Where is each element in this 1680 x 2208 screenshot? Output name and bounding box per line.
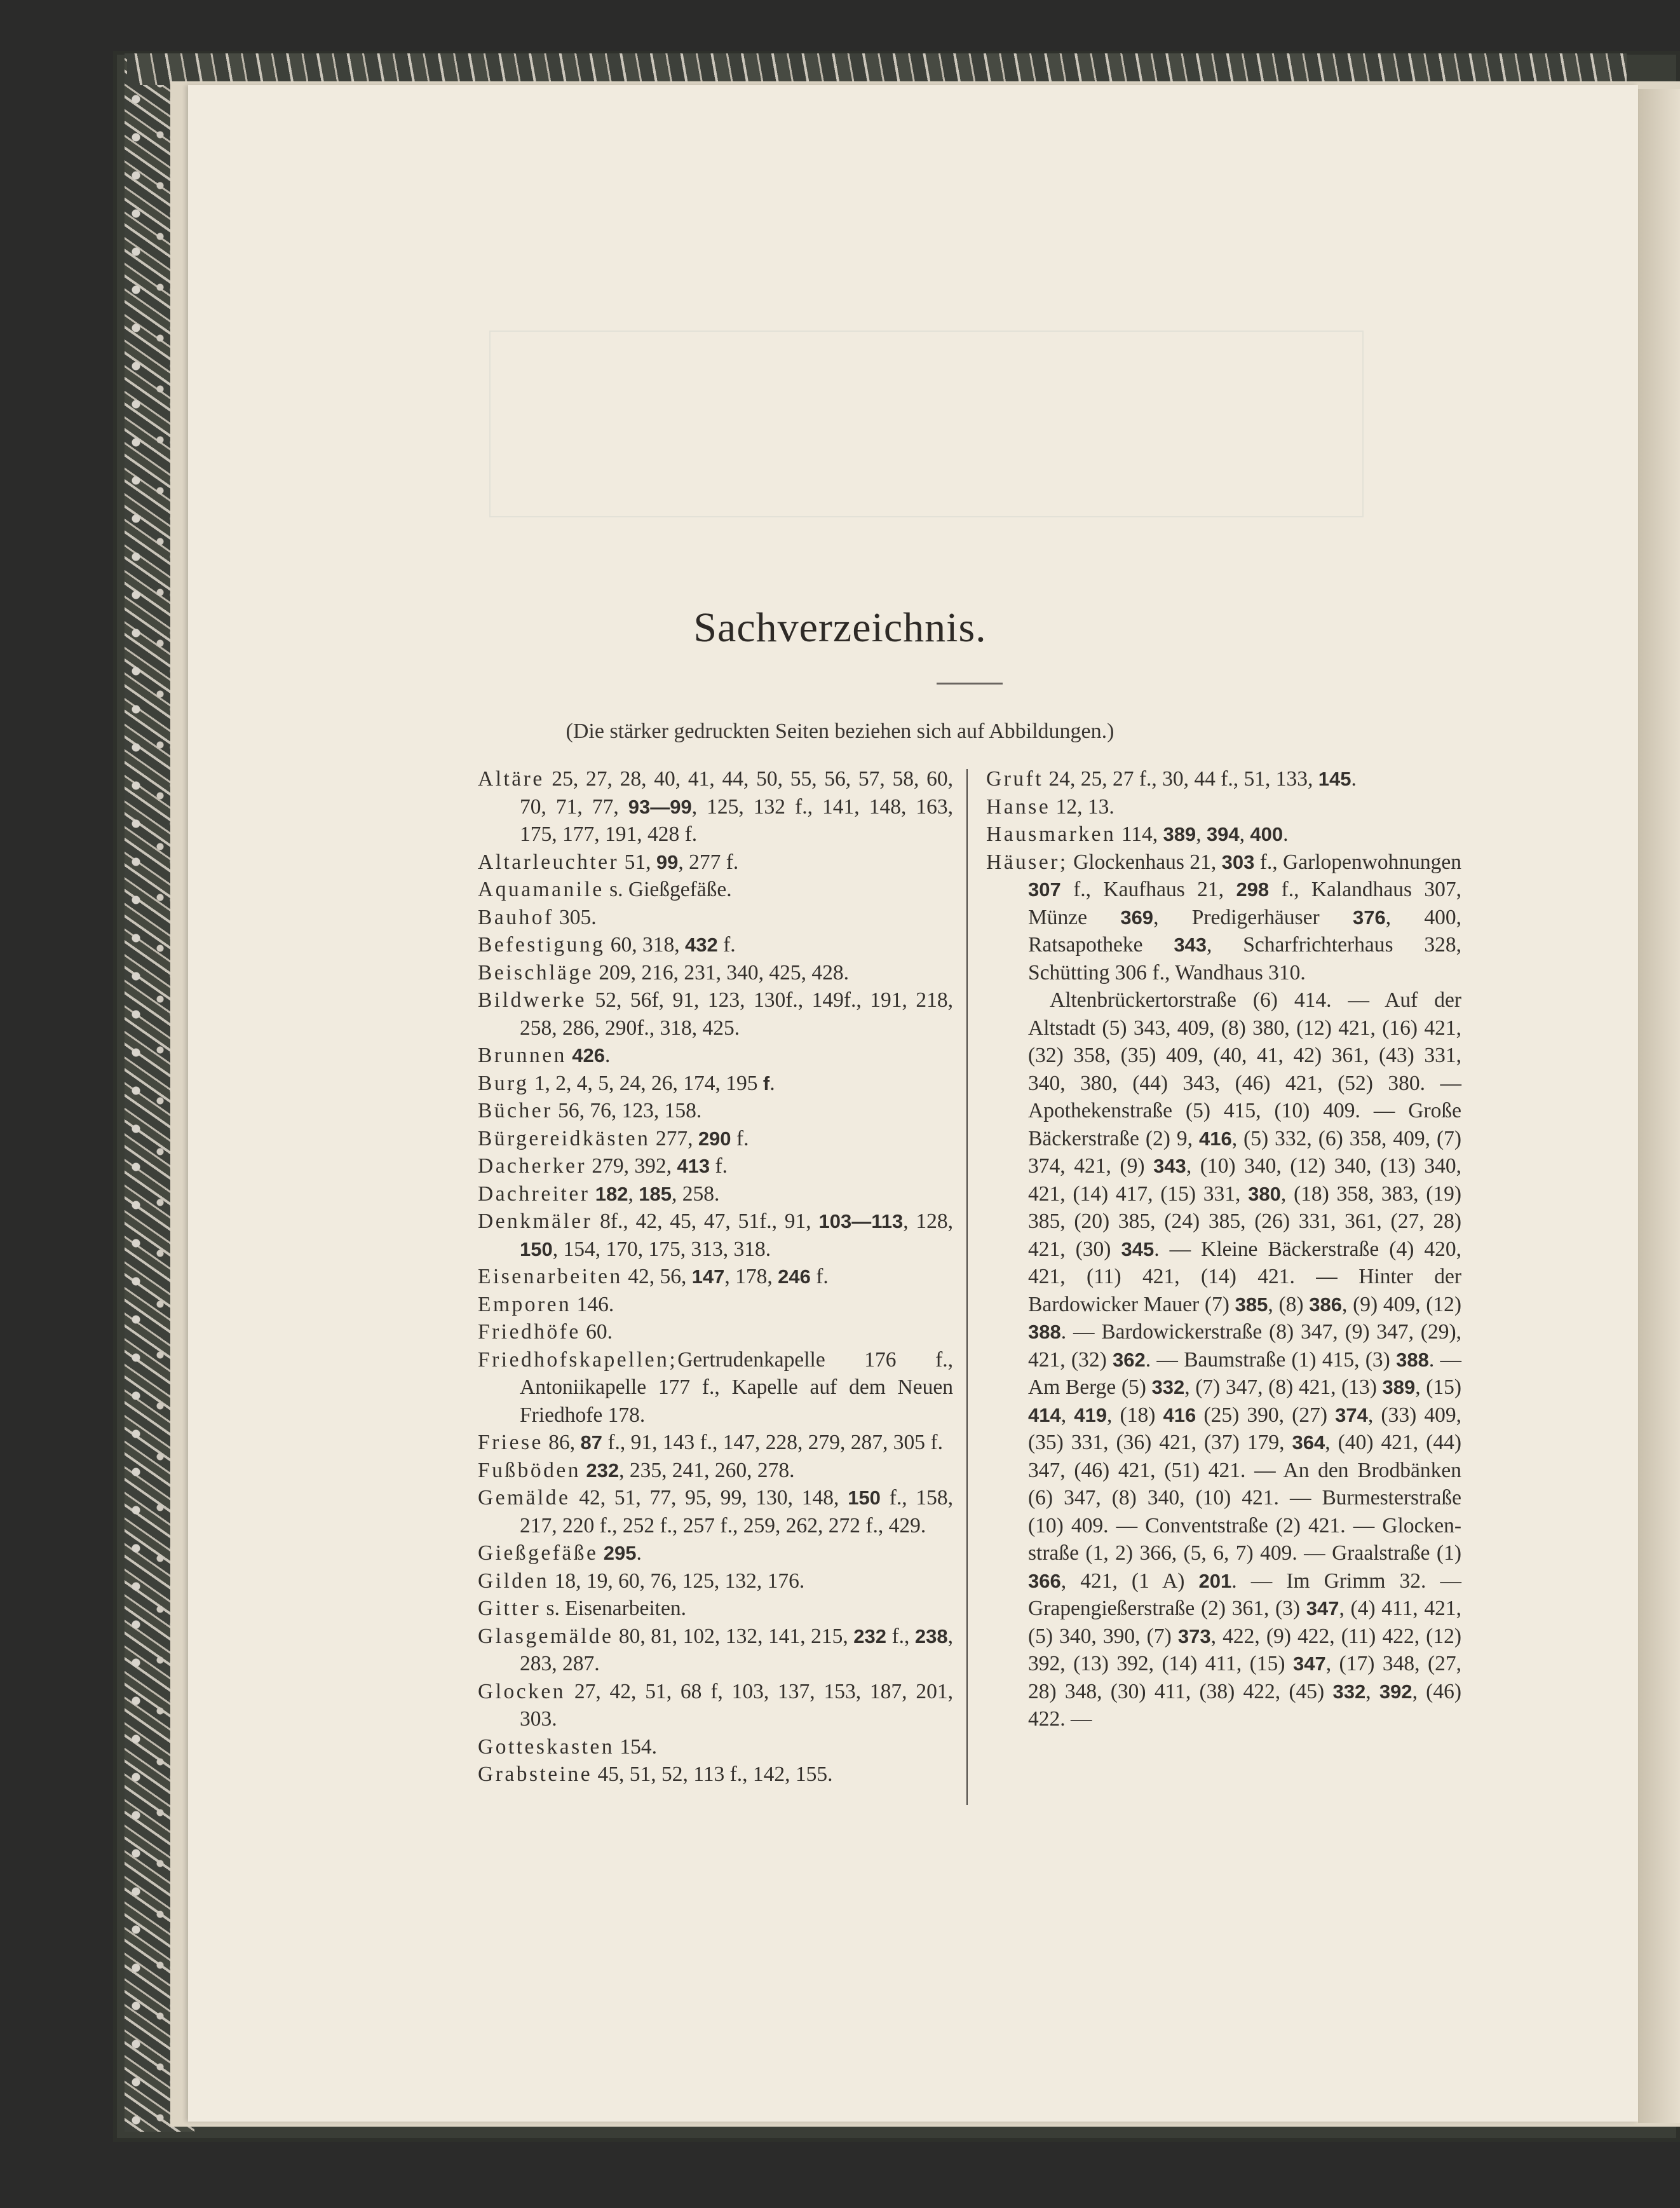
page-refs: 8f., 42, 45, 47, 51f., 91, xyxy=(592,1210,819,1233)
illustration-page-ref: 400 xyxy=(1250,823,1284,845)
page-refs: 24, 25, 27 f., 30, 44 f., 51, 133, xyxy=(1043,767,1318,791)
page-refs: f., Kalandhaus 307, Münze xyxy=(1028,878,1461,929)
illustration-page-ref: 99 xyxy=(656,850,679,873)
page-refs: 146. xyxy=(571,1292,614,1316)
page-refs: , 178, xyxy=(724,1265,778,1288)
illustration-page-ref: 416 xyxy=(1198,1127,1232,1150)
illustration-page-ref: 376 xyxy=(1352,906,1386,929)
page-refs: , (9) 409, (12) xyxy=(1342,1292,1462,1316)
index-entry xyxy=(478,1733,953,1761)
show-through-frame xyxy=(489,331,1364,517)
page-refs: 45, 51, 52, 113 f., 142, 155. xyxy=(592,1762,833,1786)
illustration-page-ref: 303 xyxy=(1221,850,1255,873)
page-refs: Altenbrückertorstraße (6) 414. — Auf der Altstadt (5) 343, 409, (8) 380, (12) 421, (16) 421, (32) 358, (35) 409, (40, 41, 42) 361, (43) 331, 340, 380, (44) 343, (46) 421, (52) 380. — Apothekenstraße (5) 415, (10) 409. — Große Bäckerstraße (2) 9, xyxy=(1028,988,1461,1150)
page-refs: , 421, (1 A) xyxy=(1060,1569,1199,1593)
index-subentry xyxy=(986,986,1461,1733)
illustration-page-ref: 332 xyxy=(1332,1680,1366,1703)
index-keyword: Glasgemälde xyxy=(478,1624,614,1648)
page-refs: , 400, Ratsapotheke xyxy=(1028,905,1462,957)
page-refs: , 128, xyxy=(903,1210,953,1233)
page-refs: . — Im Grimm 32. — Grapengießerstraße (2) 361, (3) xyxy=(1028,1569,1462,1620)
index-keyword: Grabsteine xyxy=(478,1762,593,1786)
page-refs: 42, 56, xyxy=(622,1265,692,1288)
page-refs: f., Garlopenwohnungen xyxy=(1254,850,1461,874)
page-refs: 60. xyxy=(580,1320,613,1344)
page-refs: . — Baumstraße (1) 415, (3) xyxy=(1145,1347,1397,1372)
illustration-page-ref: 201 xyxy=(1198,1569,1232,1592)
illustration-page-ref: 345 xyxy=(1121,1237,1155,1260)
illustration-page-ref: 413 xyxy=(677,1155,710,1177)
index-keyword: Hanse xyxy=(986,794,1051,819)
index-note: (Die stärker gedruckten Seiten beziehen sich auf Abbildungen.) xyxy=(566,719,1114,743)
illustration-page-ref: 87 xyxy=(580,1431,602,1454)
page-refs: 114, xyxy=(1116,822,1163,846)
illustration-page-ref: 347 xyxy=(1292,1653,1326,1675)
index-keyword: Beischläge xyxy=(478,960,593,985)
illustration-page-ref: 388 xyxy=(1396,1348,1429,1371)
page-refs: f. xyxy=(810,1265,829,1288)
index-keyword: Dacherker xyxy=(478,1154,586,1178)
index-keyword: Gitter xyxy=(478,1597,541,1620)
index-entry xyxy=(478,765,953,848)
page-refs: . xyxy=(1351,767,1357,791)
illustration-page-ref: 389 xyxy=(1382,1376,1416,1398)
illustration-page-ref: 246 xyxy=(778,1265,811,1288)
illustration-page-ref: 392 xyxy=(1379,1680,1412,1703)
index-keyword: Gilden xyxy=(478,1569,550,1593)
illustration-page-ref: 394 xyxy=(1206,823,1240,845)
page-refs: . xyxy=(604,1044,611,1067)
illustration-page-ref: 388 xyxy=(1028,1321,1061,1343)
page-refs: 60, 318, xyxy=(605,933,686,957)
index-keyword: Gießgefäße xyxy=(478,1541,599,1565)
illustration-page-ref: 182 xyxy=(595,1182,628,1205)
index-entry xyxy=(478,876,953,904)
illustration-page-ref: 343 xyxy=(1153,1155,1186,1177)
page-refs: , (15) xyxy=(1415,1375,1462,1399)
illustration-page-ref: 93—99 xyxy=(628,795,692,818)
illustration-page-ref: 185 xyxy=(639,1182,672,1205)
illustration-page-ref: 103—113 xyxy=(818,1210,904,1232)
page-refs: . xyxy=(769,1071,775,1095)
index-keyword: Friedhöfe xyxy=(478,1320,581,1344)
index-keyword: Fußböden xyxy=(478,1458,581,1482)
page-refs: 18, 19, 60, 76, 125, 132, 176. xyxy=(549,1569,805,1593)
page-refs: f., Kaufhaus 21, xyxy=(1060,878,1236,901)
page-refs: . xyxy=(636,1541,642,1565)
index-entry xyxy=(478,1180,953,1208)
index-entry xyxy=(478,1346,953,1429)
illustration-page-ref: 362 xyxy=(1113,1348,1146,1371)
page-refs: , (5) 332, (6) 358, 409, (7) 374, 421, (9) xyxy=(1028,1126,1462,1178)
page-refs: s. Gießgefäße. xyxy=(604,878,732,901)
page-refs: 51, xyxy=(619,850,656,874)
index-keyword: Emporen xyxy=(478,1292,572,1316)
illustration-page-ref: 295 xyxy=(603,1542,637,1564)
illustration-page-ref: 290 xyxy=(698,1127,731,1150)
page-refs: , xyxy=(1365,1679,1379,1703)
index-keyword: Dachreiter xyxy=(478,1182,590,1206)
index-entry xyxy=(478,1623,953,1678)
page-refs: 80, 81, 102, 132, 141, 215, xyxy=(613,1624,854,1648)
page-refs: s. Eisenarbeiten. xyxy=(541,1597,686,1620)
index-entry xyxy=(478,904,953,932)
page-refs: 52, 56f, 91, 123, 130f., 149f., 191, 218, 258, 286, 290f., 318, 425. xyxy=(520,988,953,1040)
index-entry xyxy=(478,1070,953,1098)
page-refs: 25, 27, 28, 40, 41, 44, 50, 55, 56, 57, 58, 60, 70, 71, 77, xyxy=(520,767,953,819)
illustration-page-ref: 145 xyxy=(1318,768,1351,790)
page-refs: . xyxy=(1283,822,1289,846)
page-refs: f., 91, 143 f., 147, 228, 279, 287, 305 f. xyxy=(602,1431,943,1454)
index-keyword: Befestigung xyxy=(478,933,606,957)
page-refs: , Scharfrichterhaus 328, Schütting 306 f., Wandhaus 310. xyxy=(1028,933,1461,985)
illustration-page-ref: 232 xyxy=(853,1625,886,1647)
page-refs: 1, 2, 4, 5, 24, 26, 174, 195 xyxy=(529,1071,763,1095)
page-refs: 12, 13. xyxy=(1050,794,1114,819)
illustration-page-ref: 232 xyxy=(586,1459,620,1482)
illustration-page-ref: 389 xyxy=(1163,823,1196,845)
page-refs: 27, 42, 51, 68 f, 103, 137, 153, 187, 201, 303. xyxy=(520,1679,953,1731)
illustration-page-ref: 416 xyxy=(1163,1403,1196,1426)
page-refs: , (18) xyxy=(1107,1403,1163,1427)
illustration-page-ref: 364 xyxy=(1292,1431,1325,1454)
illustration-page-ref: 419 xyxy=(1074,1403,1108,1426)
page-refs: f., 158, 217, 220 f., 252 f., 257 f., 259, 262, 272 f., 429. xyxy=(520,1486,954,1537)
index-entry xyxy=(478,1208,953,1263)
page-refs: . — Am Berge (5) xyxy=(1028,1347,1462,1399)
index-entry xyxy=(986,765,1461,793)
index-entry xyxy=(478,1595,953,1623)
index-keyword: Bürgereidkästen xyxy=(478,1126,651,1150)
index-entry xyxy=(478,1484,953,1539)
index-entry xyxy=(478,1761,953,1789)
illustration-page-ref: 432 xyxy=(685,934,718,956)
page-refs: , xyxy=(1060,1403,1074,1427)
illustration-page-ref: 307 xyxy=(1028,878,1061,901)
title-rule xyxy=(937,683,1003,685)
index-entry xyxy=(986,793,1461,821)
facing-page-edge xyxy=(1638,89,1680,2123)
illustration-page-ref: 147 xyxy=(691,1265,725,1288)
page-refs: , 258. xyxy=(671,1182,720,1206)
page-refs: 154. xyxy=(614,1734,658,1759)
index-entry xyxy=(478,1097,953,1125)
index-entry xyxy=(478,986,953,1042)
page-refs xyxy=(598,1541,603,1565)
page-refs: 277, xyxy=(650,1126,698,1150)
index-keyword: Hausmarken xyxy=(986,822,1116,846)
page-refs: . — Kleine Bäckerstraße (4) 420, 421, (11) 421, (14) 421. — Hinter der Bardowicker Mauer (7) xyxy=(1028,1237,1462,1316)
illustration-page-ref: 347 xyxy=(1306,1597,1339,1619)
illustration-page-ref: 374 xyxy=(1335,1403,1368,1426)
index-keyword: Bücher xyxy=(478,1099,553,1122)
index-keyword: Friese xyxy=(478,1431,543,1454)
index-entry xyxy=(478,1152,953,1180)
index-column-left xyxy=(478,765,953,1789)
index-keyword: Bildwerke xyxy=(478,988,587,1012)
index-keyword: Gruft xyxy=(986,767,1044,791)
index-keyword: Häuser; xyxy=(986,850,1068,874)
index-keyword: Altäre xyxy=(478,767,545,791)
page-refs: , xyxy=(1239,822,1250,846)
index-entry xyxy=(478,1567,953,1595)
index-keyword: Gotteskasten xyxy=(478,1734,615,1759)
page-refs: , 422, (9) 422, (11) 422, (12) 392, (13) 392, (14) 411, (15) xyxy=(1028,1624,1461,1675)
page-refs: , (7) 347, (8) 421, (13) xyxy=(1184,1375,1383,1399)
page-refs: , 235, 241, 260, 278. xyxy=(619,1458,795,1482)
page-refs: Glockenhaus 21, xyxy=(1067,850,1222,874)
page-refs: , (17) 348, (27, 28) 348, (30) 411, (38) 422, (45) xyxy=(1028,1652,1461,1703)
page-refs: 56, 76, 123, 158. xyxy=(552,1099,702,1122)
index-keyword: Denkmäler xyxy=(478,1210,593,1233)
page-refs: , (10) 340, (12) 340, (13) 340, 421, (14) 417, (15) 331, xyxy=(1028,1154,1462,1206)
page-refs: . — Bardowickerstraße (8) 347, (9) 347, (29), 421, (32) xyxy=(1028,1320,1461,1372)
index-entry xyxy=(986,848,1461,987)
page-refs: 42, 51, 77, 95, 99, 130, 148, xyxy=(570,1486,848,1509)
page-refs: , (4) 411, 421, (5) 340, 390, (7) xyxy=(1028,1597,1461,1648)
column-divider xyxy=(966,769,968,1805)
illustration-page-ref: 380 xyxy=(1248,1182,1281,1205)
page-refs: , xyxy=(1196,822,1207,846)
index-keyword: Friedhofskapellen; xyxy=(478,1347,678,1372)
illustration-page-ref: 385 xyxy=(1235,1293,1268,1316)
page-title: Sachverzeichnis. xyxy=(693,604,987,651)
page-refs: , 277 f. xyxy=(678,850,739,874)
illustration-page-ref: f xyxy=(762,1072,770,1094)
index-column-right xyxy=(986,765,1461,1733)
page-refs: , Predigerhäuser xyxy=(1153,905,1353,929)
illustration-page-ref: 332 xyxy=(1151,1376,1185,1398)
index-entry xyxy=(478,1042,953,1070)
illustration-page-ref: 369 xyxy=(1120,906,1154,929)
index-entry xyxy=(478,931,953,959)
index-entry xyxy=(478,1539,953,1567)
illustration-page-ref: 426 xyxy=(572,1044,605,1067)
illustration-page-ref: 150 xyxy=(848,1487,881,1509)
index-entry xyxy=(478,1263,953,1291)
index-keyword: Brunnen xyxy=(478,1044,567,1067)
index-keyword: Gemälde xyxy=(478,1486,571,1509)
index-keyword: Glocken xyxy=(478,1679,566,1703)
page-refs: 209, 216, 231, 340, 425, 428. xyxy=(593,960,849,985)
marbled-cover-top xyxy=(127,53,1627,85)
page-refs: , 125, 132 f., 141, 148, 163, 175, 177, 191, 428 f. xyxy=(520,794,953,846)
page-refs: (25) 390, (27) xyxy=(1196,1403,1336,1427)
illustration-page-ref: 298 xyxy=(1236,878,1270,901)
page-refs: , (33) 409, (35) 331, (36) 421, (37) 179, xyxy=(1028,1403,1462,1454)
index-entry xyxy=(478,1318,953,1346)
illustration-page-ref: 238 xyxy=(914,1625,948,1647)
index-entry xyxy=(478,1429,953,1457)
page-refs: , (18) 358, 383, (19) 385, (20) 385, (24) 385, (26) 331, 361, (27, 28) 421, (30) xyxy=(1028,1182,1462,1261)
page-refs: 279, 392, xyxy=(586,1154,677,1178)
page-refs: f. xyxy=(710,1154,728,1178)
index-entry xyxy=(478,1125,953,1153)
illustration-page-ref: 373 xyxy=(1177,1625,1211,1647)
page-refs xyxy=(590,1182,595,1206)
page-refs xyxy=(567,1044,572,1067)
index-keyword: Altarleuchter xyxy=(478,850,620,874)
index-keyword: Bauhof xyxy=(478,905,554,929)
page-refs: , (46) 422. — xyxy=(1028,1679,1461,1731)
index-keyword: Eisenarbeiten xyxy=(478,1265,623,1288)
page-refs: , (40) 421, (44) 347, (46) 421, (51) 421. — An den Brodbänken (6) 347, (8) 340, (10) 421. — Burmesterstraße (10) 409. — Conventstraße (2) 421. — Glockenstraße (1, 2) 366, (5, 6, 7) 409. — Graalstraße (1) xyxy=(1028,1431,1461,1565)
index-entry xyxy=(478,848,953,876)
index-entry xyxy=(986,821,1461,848)
page-refs: 305. xyxy=(553,905,597,929)
illustration-page-ref: 386 xyxy=(1309,1293,1342,1316)
page-refs: Gertrudenkapelle 176 f., Antoniikapelle 177 f., Kapelle auf dem Neuen Friedhofe 178. xyxy=(520,1347,953,1427)
page-refs: f., xyxy=(886,1624,915,1648)
page-refs: , xyxy=(628,1182,639,1206)
page-refs: , (8) xyxy=(1268,1292,1310,1316)
illustration-page-ref: 150 xyxy=(520,1237,553,1260)
page-refs: , 283, 287. xyxy=(520,1624,954,1675)
index-keyword: Aquamanile xyxy=(478,878,604,901)
page-refs: 86, xyxy=(543,1431,581,1454)
page-refs: f. xyxy=(717,933,736,957)
illustration-page-ref: 414 xyxy=(1028,1403,1061,1426)
illustration-page-ref: 366 xyxy=(1028,1569,1061,1592)
page-refs: f. xyxy=(731,1126,749,1150)
index-entry xyxy=(478,959,953,987)
index-entry xyxy=(478,1291,953,1319)
index-entry xyxy=(478,1678,953,1733)
index-entry xyxy=(478,1457,953,1485)
index-keyword: Burg xyxy=(478,1071,529,1095)
illustration-page-ref: 343 xyxy=(1174,934,1207,956)
page-refs: , 154, 170, 175, 313, 318. xyxy=(552,1237,771,1261)
